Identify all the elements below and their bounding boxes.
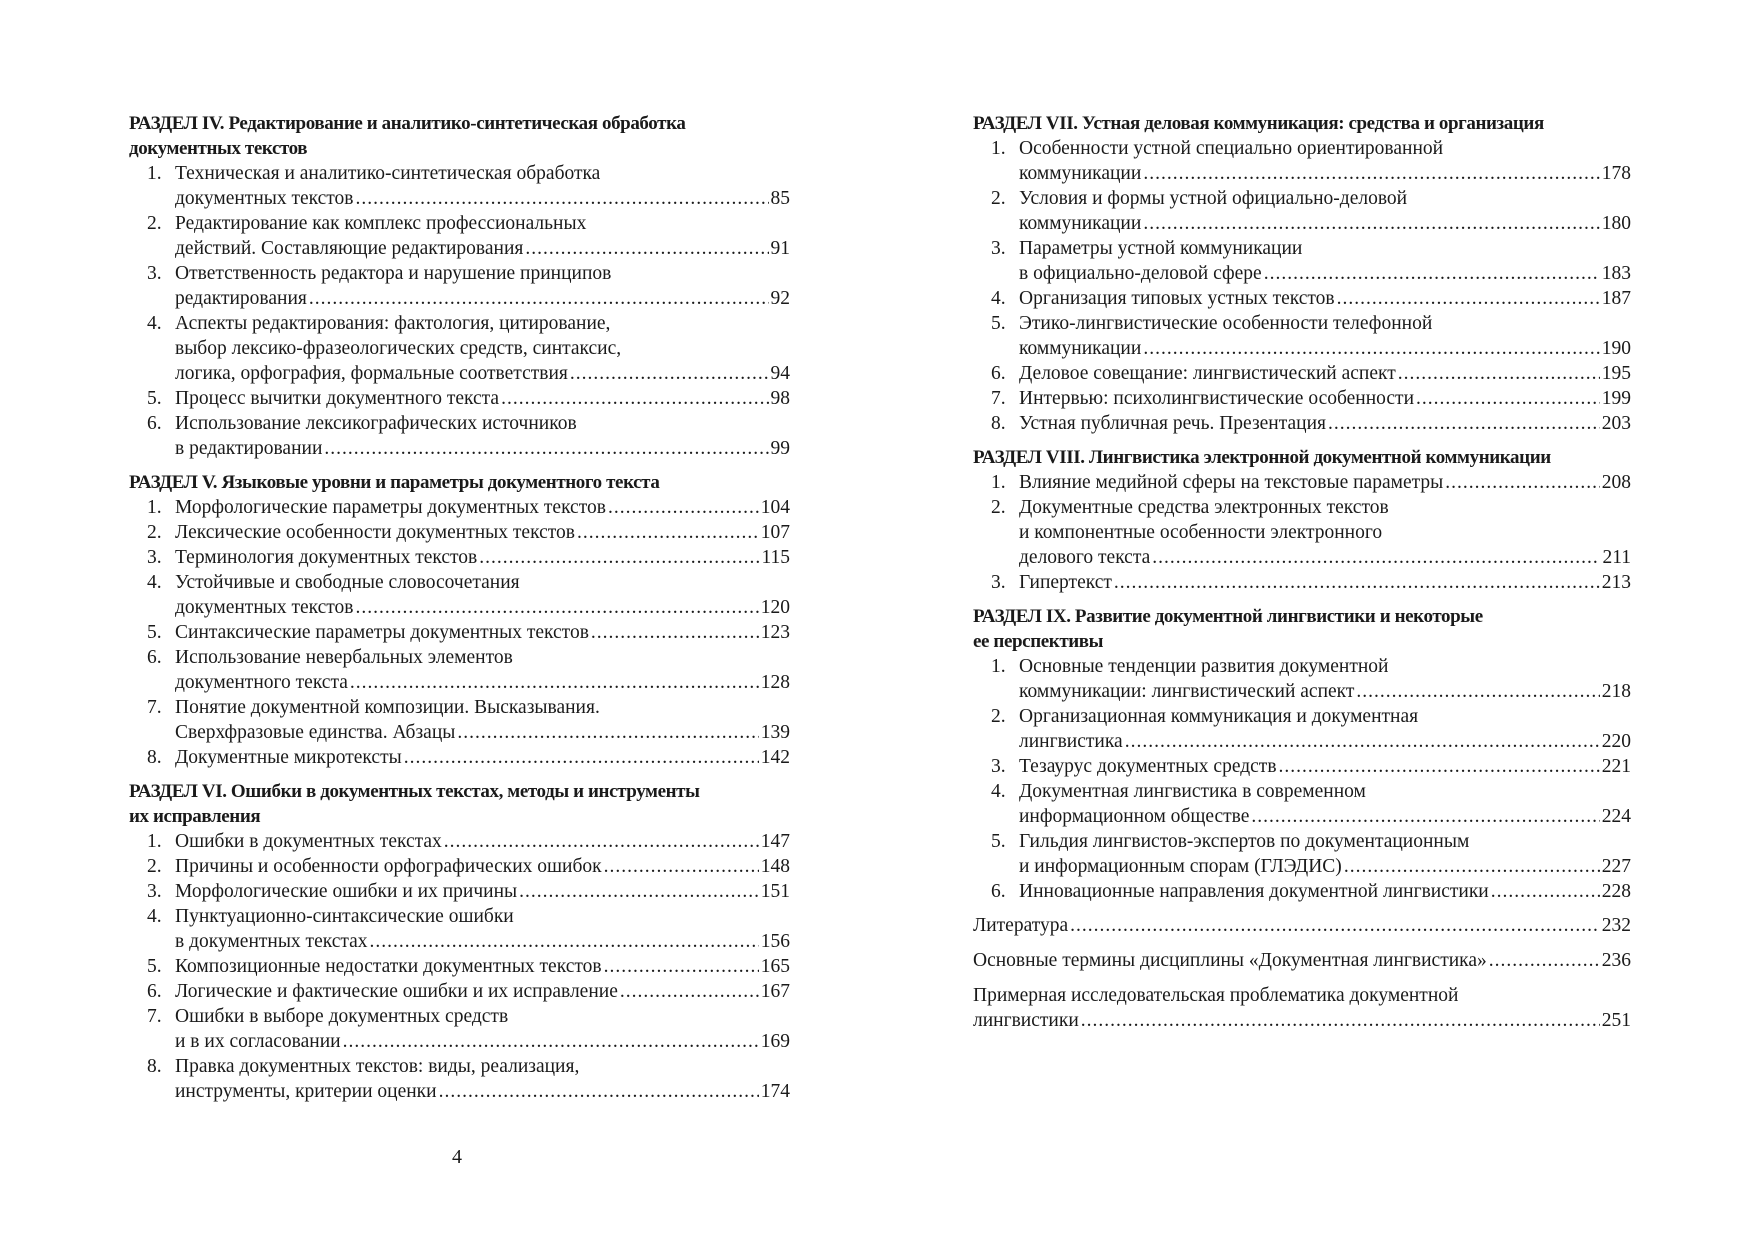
entry-last-line [1019,336,1631,361]
entry-last-line [1019,161,1631,186]
entry-number: 2. [991,188,1006,209]
dot-leader [356,186,769,211]
entry-number: 3. [991,238,1006,259]
dot-leader [1081,1008,1600,1033]
entry-text-line: и информационным спорам (ГЛЭДИС) [1019,856,1342,877]
entry-text-line: Логические и фактические ошибки и их исправление [175,981,618,1002]
entry-page: 91 [770,238,790,259]
entry-page: 98 [770,388,790,409]
entry-page: 218 [1601,681,1631,702]
entry-last-line [175,929,790,954]
entry-number: 6. [147,647,162,668]
entry-page: 221 [1601,756,1631,777]
toc-entry[interactable] [973,879,1631,904]
entry-page: 139 [760,722,790,743]
dot-leader [309,286,769,311]
entry-last-line [175,386,790,411]
entry-text-line: Использование лексикографических источников [175,413,577,434]
entry-page: 195 [1601,363,1631,384]
entry-text-line: Редактирование как комплекс профессиональных [175,213,587,234]
entry-last-line [1019,679,1631,704]
entry-text-line: в официально-деловой сфере [1019,263,1262,284]
entry-page: 227 [1601,856,1631,877]
entry-number: 5. [991,831,1006,852]
section-heading [129,779,790,829]
entry-last-line [973,948,1631,973]
entry-number: 7. [147,697,162,718]
section-heading [129,470,790,495]
dot-leader [1356,679,1599,704]
dot-leader [1143,211,1599,236]
entry-page: 94 [770,363,790,384]
entry-last-line [1019,879,1631,904]
dot-leader [608,495,759,520]
dot-leader [570,361,769,386]
entry-text-line: Литература [973,915,1069,936]
entry-page: 99 [770,438,790,459]
toc-entry[interactable] [973,411,1631,436]
dot-leader [1143,336,1599,361]
entry-last-line [1019,261,1631,286]
dot-leader [444,829,759,854]
entry-text-line: Деловое совещание: лингвистический аспект [1019,363,1396,384]
toc-entry[interactable] [129,695,790,745]
toc-entry[interactable] [973,570,1631,595]
entry-page: 147 [760,831,790,852]
entry-text-line: Документная лингвистика в современном [1019,781,1366,802]
toc-entry[interactable] [973,754,1631,779]
dot-leader [1279,754,1600,779]
entry-last-line [1019,754,1631,779]
toc-entry[interactable] [129,645,790,695]
toc-entry[interactable] [129,879,790,904]
section-heading-line: документных текстов [129,138,308,159]
toc-right-column [973,111,1631,1043]
entry-page: 224 [1601,806,1631,827]
entry-number: 2. [147,856,162,877]
entry-text-line: Пунктуационно-синтаксические ошибки [175,906,514,927]
entry-number: 1. [147,497,162,518]
entry-text-line: Морфологические параметры документных текстов [175,497,606,518]
entry-page: 183 [1601,263,1631,284]
toc-entry[interactable] [129,161,790,211]
entry-last-line [1019,729,1631,754]
entry-page: 187 [1601,288,1631,309]
dot-leader [1398,361,1600,386]
entry-page: 148 [760,856,790,877]
entry-number: 4. [147,906,162,927]
section-heading-line: РАЗДЕЛ VI. Ошибки в документных текстах, методы и инструменты [129,781,700,802]
toc-section [129,779,790,1104]
toc-section [129,470,790,770]
entry-page: 104 [760,497,790,518]
entry-number: 3. [147,263,162,284]
entry-last-line [1019,470,1631,495]
toc-entry[interactable] [973,386,1631,411]
dot-leader [525,236,768,261]
entry-text-line: Условия и формы устной официально-деловой [1019,188,1408,209]
entry-text-line: лингвистика [1019,731,1123,752]
entry-page: 169 [760,1031,790,1052]
toc-entry[interactable] [129,411,790,461]
dot-leader [1489,948,1600,973]
toc-entry[interactable] [129,1004,790,1054]
entry-text-line: Устойчивые и свободные словосочетания [175,572,520,593]
entry-last-line [175,879,790,904]
entry-last-line [1019,570,1631,595]
entry-last-line [175,520,790,545]
section-heading-line: РАЗДЕЛ IV. Редактирование и аналитико-синтетическая обработка [129,113,686,134]
entry-last-line [1019,804,1631,829]
dot-leader [1491,879,1600,904]
entry-number: 2. [991,497,1006,518]
entry-text-line: Аспекты редактирования: фактология, цитирование, [175,313,611,334]
entry-page: 211 [1602,547,1631,568]
dot-leader [370,929,759,954]
entry-last-line [175,620,790,645]
entry-text-line: Тезаурус документных средств [1019,756,1277,777]
entry-last-line [1019,211,1631,236]
entry-text-line: Лексические особенности документных текстов [175,522,575,543]
entry-number: 6. [147,413,162,434]
dot-leader [604,854,759,879]
entry-number: 2. [147,522,162,543]
entry-number: 1. [991,138,1006,159]
dot-leader [1344,854,1600,879]
section-heading [973,604,1631,654]
entry-last-line [175,979,790,1004]
toc-entry[interactable] [129,904,790,954]
dot-leader [1143,161,1599,186]
entry-text-line: коммуникации [1019,163,1142,184]
entry-number: 8. [147,1056,162,1077]
entry-last-line [175,670,790,695]
entry-text-line: Основные термины дисциплины «Документная лингвистика» [973,950,1487,971]
entry-text-line: коммуникации [1019,338,1142,359]
entry-number: 8. [147,747,162,768]
entry-last-line [175,720,790,745]
entry-text-line: Ошибки в документных текстах [175,831,442,852]
section-heading [129,111,790,161]
entry-page: 85 [770,188,790,209]
dot-leader [1416,386,1600,411]
entry-text-line: Синтаксические параметры документных текстов [175,622,589,643]
entry-text-line: Интервью: психолингвистические особенности [1019,388,1415,409]
entry-text-line: Документные средства электронных текстов [1019,497,1389,518]
dot-leader [1337,286,1600,311]
entry-page: 174 [760,1081,790,1102]
entry-last-line [973,1008,1631,1033]
toc-entry[interactable] [129,495,790,520]
toc-entry[interactable] [973,829,1631,879]
toc-entry[interactable] [973,913,1631,938]
entry-last-line [1019,545,1631,570]
entry-page: 165 [760,956,790,977]
entry-text-line: информационном обществе [1019,806,1250,827]
entry-text-line: Инновационные направления документной лингвистики [1019,881,1489,902]
section-heading-line: ее перспективы [973,631,1104,652]
dot-leader [1328,411,1600,436]
entry-number: 2. [147,213,162,234]
entry-text-line: Особенности устной специально ориентированной [1019,138,1444,159]
entry-text-line: лингвистики [973,1010,1079,1031]
entry-last-line [175,1029,790,1054]
dot-leader [1125,729,1600,754]
toc-entry[interactable] [129,545,790,570]
toc-left-column [129,111,790,1113]
dot-leader [1251,804,1599,829]
entry-last-line [1019,411,1631,436]
entry-last-line [1019,361,1631,386]
entry-text-line: Ошибки в выборе документных средств [175,1006,509,1027]
entry-last-line [175,829,790,854]
entry-page: 228 [1601,881,1631,902]
entry-text-line: Примерная исследовательская проблематика документной [973,985,1459,1006]
entry-number: 7. [147,1006,162,1027]
entry-text-line: Влияние медийной сферы на текстовые параметры [1019,472,1444,493]
entry-text-line: действий. Составляющие редактирования [175,238,524,259]
entry-text-line: документных текстов [175,597,354,618]
entry-text-line: Композиционные недостатки документных текстов [175,956,602,977]
dot-leader [1445,470,1600,495]
entry-text-line: Терминология документных текстов [175,547,478,568]
toc-extra-section [973,948,1631,973]
dot-leader [1070,913,1600,938]
entry-page: 178 [1601,163,1631,184]
section-heading-line: РАЗДЕЛ VIII. Лингвистика электронной документной коммуникации [973,447,1551,468]
toc-section [973,111,1631,436]
entry-text-line: и в их согласовании [175,1031,341,1052]
entry-page: 123 [760,622,790,643]
page-number: 4 [452,1146,462,1168]
toc-section [973,604,1631,904]
toc-entry[interactable] [973,186,1631,236]
entry-page: 203 [1601,413,1631,434]
entry-number: 4. [147,313,162,334]
entry-number: 5. [991,313,1006,334]
entry-page: 251 [1601,1010,1631,1031]
entry-last-line [175,854,790,879]
entry-page: 92 [770,288,790,309]
entry-text-line: Ответственность редактора и нарушение принципов [175,263,612,284]
toc-entry[interactable] [973,136,1631,186]
entry-text-line: Гипертекст [1019,572,1112,593]
dot-leader [577,520,759,545]
dot-leader [479,545,759,570]
entry-number: 6. [991,363,1006,384]
entry-text-line: Сверхфразовые единства. Абзацы [175,722,456,743]
dot-leader [620,979,759,1004]
section-heading [973,111,1631,136]
entry-text-line: Правка документных текстов: виды, реализация, [175,1056,580,1077]
toc-section [973,445,1631,595]
toc-entry[interactable] [973,948,1631,973]
entry-text-line: Устная публичная речь. Презентация [1019,413,1326,434]
dot-leader [604,954,759,979]
entry-text-line: редактирования [175,288,307,309]
entry-text-line: Основные тенденции развития документной [1019,656,1389,677]
entry-page: 167 [760,981,790,1002]
entry-page: 151 [760,881,790,902]
dot-leader [439,1079,759,1104]
toc-entry[interactable] [973,286,1631,311]
toc-entry[interactable] [129,570,790,620]
entry-number: 2. [991,706,1006,727]
toc-entry[interactable] [129,954,790,979]
toc-entry[interactable] [129,745,790,770]
entry-text-line: документного текста [175,672,348,693]
entry-page: 128 [760,672,790,693]
entry-text-line: Организационная коммуникация и документная [1019,706,1419,727]
entry-text-line: Процесс вычитки документного текста [175,388,500,409]
toc-extra-section [973,983,1631,1033]
toc-entry[interactable] [973,654,1631,704]
entry-number: 4. [991,288,1006,309]
entry-page: 120 [760,597,790,618]
section-heading-line: РАЗДЕЛ VII. Устная деловая коммуникация: средства и организация [973,113,1544,134]
toc-extra-section [973,913,1631,938]
entry-number: 1. [147,831,162,852]
toc-entry[interactable] [973,361,1631,386]
dot-leader [356,595,759,620]
entry-last-line [175,361,790,386]
toc-entry[interactable] [973,470,1631,495]
entry-text-line: документных текстов [175,188,354,209]
entry-page: 142 [760,747,790,768]
section-heading-line: РАЗДЕЛ IX. Развитие документной лингвистики и некоторые [973,606,1483,627]
entry-text-line: инструменты, критерии оценки [175,1081,437,1102]
toc-entry[interactable] [129,829,790,854]
entry-page: 220 [1601,731,1631,752]
entry-last-line [175,286,790,311]
entry-page: 107 [760,522,790,543]
entry-text-line: делового текста [1019,547,1151,568]
entry-last-line [175,745,790,770]
toc-entry[interactable] [129,261,790,311]
entry-number: 4. [991,781,1006,802]
entry-last-line [1019,854,1631,879]
entry-page: 115 [761,547,790,568]
entry-page: 208 [1601,472,1631,493]
entry-last-line [175,236,790,261]
entry-number: 7. [991,388,1006,409]
toc-entry[interactable] [973,495,1631,570]
dot-leader [457,720,758,745]
entry-text-line: Использование невербальных элементов [175,647,513,668]
toc-entry[interactable] [129,386,790,411]
entry-text-line: и компонентные особенности электронного [1019,522,1383,543]
entry-text-line: коммуникации: лингвистический аспект [1019,681,1355,702]
entry-number: 3. [991,572,1006,593]
entry-last-line [175,545,790,570]
entry-number: 5. [147,956,162,977]
toc-entry[interactable] [973,983,1631,1033]
section-heading-line: их исправления [129,806,261,827]
entry-text-line: выбор лексико-фразеологических средств, синтаксис, [175,338,622,359]
dot-leader [519,879,759,904]
toc-entry[interactable] [973,311,1631,361]
entry-number: 4. [147,572,162,593]
entry-last-line [1019,386,1631,411]
section-heading [973,445,1631,470]
entry-last-line [175,595,790,620]
entry-number: 1. [991,472,1006,493]
entry-last-line [175,436,790,461]
entry-text-line: Гильдия лингвистов-экспертов по документационным [1019,831,1470,852]
toc-entry[interactable] [129,979,790,1004]
entry-number: 1. [147,163,162,184]
entry-text-line: в редактировании [175,438,323,459]
toc-entry[interactable] [973,779,1631,829]
dot-leader [1152,545,1600,570]
entry-text-line: Этико-лингвистические особенности телефонной [1019,313,1433,334]
entry-last-line [1019,286,1631,311]
toc-entry[interactable] [129,620,790,645]
toc-entry[interactable] [129,1054,790,1104]
entry-text-line: Параметры устной коммуникации [1019,238,1303,259]
dot-leader [350,670,759,695]
entry-number: 8. [991,413,1006,434]
entry-number: 5. [147,388,162,409]
entry-text-line: Причины и особенности орфографических ошибок [175,856,602,877]
entry-text-line: в документных текстах [175,931,368,952]
entry-last-line [175,495,790,520]
dot-leader [1264,261,1600,286]
toc-entry[interactable] [129,311,790,386]
entry-page: 213 [1601,572,1631,593]
dot-leader [1114,570,1600,595]
entry-page: 236 [1601,950,1631,971]
toc-entry[interactable] [129,520,790,545]
entry-page: 232 [1601,915,1631,936]
entry-number: 3. [991,756,1006,777]
dot-leader [591,620,759,645]
entry-page: 180 [1601,213,1631,234]
section-heading-line: РАЗДЕЛ V. Языковые уровни и параметры документного текста [129,472,660,493]
toc-entry[interactable] [973,704,1631,754]
entry-number: 6. [147,981,162,1002]
entry-page: 190 [1601,338,1631,359]
entry-number: 3. [147,547,162,568]
entry-number: 1. [991,656,1006,677]
entry-number: 3. [147,881,162,902]
entry-last-line [175,186,790,211]
dot-leader [501,386,768,411]
entry-text-line: логика, орфография, формальные соответствия [175,363,568,384]
entry-text-line: Техническая и аналитико-синтетическая обработка [175,163,601,184]
dot-leader [404,745,759,770]
dot-leader [324,436,768,461]
toc-entry[interactable] [973,236,1631,286]
entry-number: 6. [991,881,1006,902]
toc-entry[interactable] [129,854,790,879]
entry-last-line [973,913,1631,938]
entry-text-line: Понятие документной композиции. Высказывания. [175,697,600,718]
entry-text-line: Документные микротексты [175,747,402,768]
entry-page: 156 [760,931,790,952]
toc-entry[interactable] [129,211,790,261]
entry-text-line: Морфологические ошибки и их причины [175,881,518,902]
entry-last-line [175,1079,790,1104]
entry-last-line [175,954,790,979]
entry-number: 5. [147,622,162,643]
dot-leader [343,1029,759,1054]
entry-text-line: Организация типовых устных текстов [1019,288,1335,309]
entry-page: 199 [1601,388,1631,409]
toc-section [129,111,790,461]
entry-text-line: коммуникации [1019,213,1142,234]
